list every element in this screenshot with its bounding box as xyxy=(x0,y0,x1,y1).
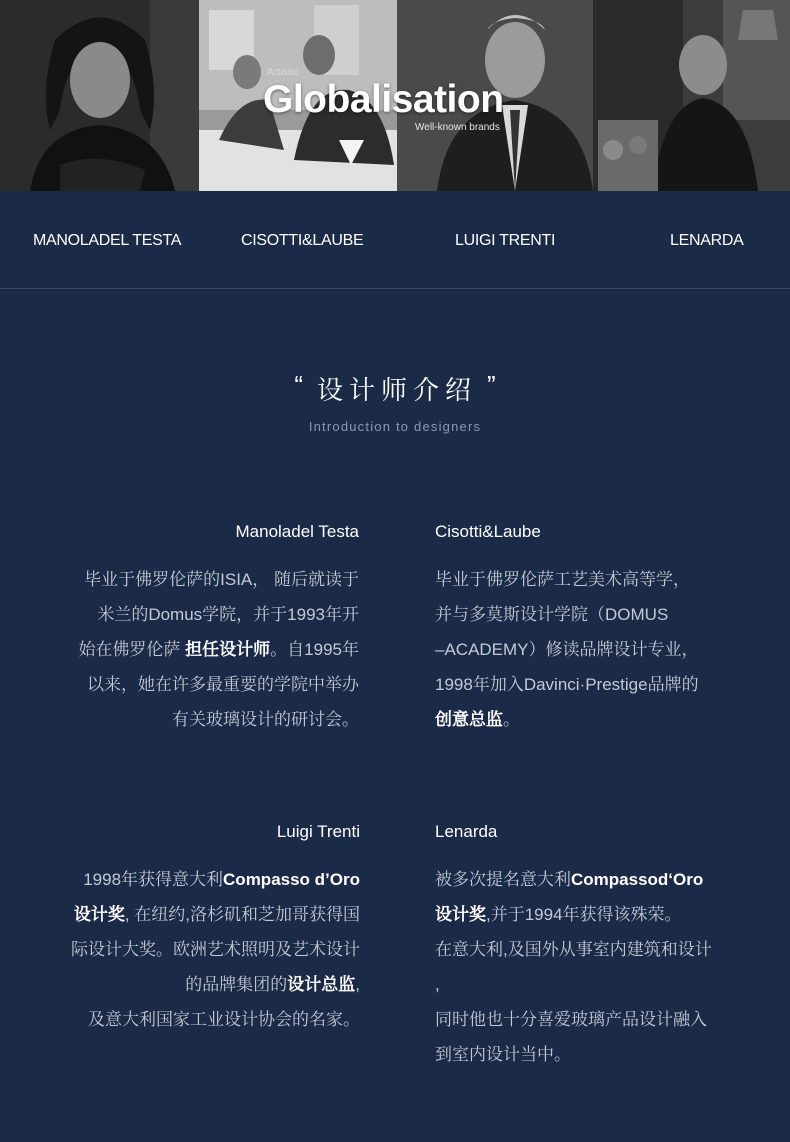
designer-block-cisotti-laube xyxy=(435,522,699,737)
bio-highlight: 担任设计师 xyxy=(185,640,271,659)
quote-open: “ xyxy=(294,370,303,400)
designer-name-testa: MANOLADEL TESTA xyxy=(33,232,182,249)
bio-line xyxy=(435,667,699,702)
designer-photo-lenarda xyxy=(593,0,790,191)
bio-line xyxy=(435,862,712,897)
designer-block-lenarda xyxy=(435,822,712,1072)
bio-text: 。自1995年 xyxy=(270,640,359,659)
designer-block-testa xyxy=(78,522,359,737)
bio-text: 的品牌集团的 xyxy=(185,975,288,994)
bio-line xyxy=(435,932,712,967)
designer-block-trenti xyxy=(71,822,360,1037)
designer-photo-testa xyxy=(0,0,199,191)
bio-line xyxy=(78,562,359,597)
bio-line xyxy=(78,702,359,737)
divider xyxy=(0,288,790,289)
bio-text: 。 xyxy=(503,710,520,729)
bio-text: 以来，她在许多最重要的学院中举办 xyxy=(87,675,359,694)
bio-text: 始在佛罗伦萨 xyxy=(78,640,186,659)
bio-text: , xyxy=(435,975,440,994)
bio-line xyxy=(435,967,712,1002)
bio-line xyxy=(435,562,699,597)
designer-name-bar xyxy=(0,191,790,288)
designer-name-trenti: LUIGI TRENTI xyxy=(455,232,556,249)
designer-block-name: Lenarda xyxy=(435,822,498,841)
bio-line xyxy=(435,1002,712,1037)
bio-line xyxy=(71,897,360,932)
bio-text: 同时他也十分喜爱玻璃产品设计融入 xyxy=(435,1010,707,1029)
designer-name-lenarda: LENARDA xyxy=(670,232,744,249)
bio-line xyxy=(71,967,360,1002)
quote-close: ” xyxy=(487,370,496,400)
designer-block-name: Manoladel Testa xyxy=(235,522,359,541)
section-subtitle: Introduction to designers xyxy=(308,419,482,434)
bio-text: 被多次提名意大利 xyxy=(435,870,571,889)
bio-text: 毕业于佛罗伦萨工艺美术高等学， xyxy=(435,570,690,589)
bio-text: –ACADEMY）修读品牌设计专业， xyxy=(435,640,699,659)
bio-line xyxy=(435,632,699,667)
bio-text: 毕业于佛罗伦萨的ISIA， 随后就读于 xyxy=(84,570,359,589)
bio-text: 在意大利,及国外从事室内建筑和设计 xyxy=(435,940,712,959)
designer-bio xyxy=(78,562,359,737)
banner-subtitle: Well-known brands xyxy=(415,122,500,133)
section-title: 设计师介绍 xyxy=(316,375,477,405)
bio-text: 米兰的Domus学院，并于1993年开 xyxy=(97,605,359,624)
bio-line xyxy=(435,597,699,632)
bio-highlight: Compassod‘Oro xyxy=(571,870,704,889)
bio-line xyxy=(71,862,360,897)
bio-text: 1998年加入Davinci·Prestige品牌的 xyxy=(435,675,699,694)
bio-line xyxy=(435,1037,712,1072)
bio-text: , 在纽约,洛杉矶和芝加哥获得国 xyxy=(124,905,360,924)
bio-line xyxy=(71,932,360,967)
bio-highlight: 创意总监 xyxy=(435,710,503,729)
designer-name-cisotti-laube: CISOTTI&LAUBE xyxy=(241,232,364,249)
section-heading xyxy=(0,370,790,434)
banner-small-label: Artistic xyxy=(267,67,299,78)
designer-bio xyxy=(435,862,712,1072)
bio-highlight: 设计奖 xyxy=(73,905,125,924)
banner-title-group xyxy=(263,64,543,144)
bio-text: 有关玻璃设计的研讨会。 xyxy=(172,710,359,729)
designer-bio xyxy=(71,862,360,1037)
bio-line xyxy=(78,597,359,632)
bio-text: 并与多莫斯设计学院（DOMUS xyxy=(435,605,669,624)
bio-text: 到室内设计当中。 xyxy=(435,1045,571,1064)
bio-text: , xyxy=(355,975,360,994)
bio-text: 及意大利国家工业设计协会的名家。 xyxy=(88,1010,360,1029)
hero-banner xyxy=(0,0,790,191)
bio-highlight: Compasso d’Oro xyxy=(223,870,360,889)
bio-line xyxy=(435,897,712,932)
bio-text: ,并于1994年获得该殊荣。 xyxy=(486,905,682,924)
bio-line xyxy=(78,667,359,702)
bio-line xyxy=(435,702,699,737)
bio-line xyxy=(71,1002,360,1037)
bio-line xyxy=(78,632,359,667)
designer-block-name: Cisotti&Laube xyxy=(435,522,541,541)
designer-block-name: Luigi Trenti xyxy=(276,822,360,841)
bio-text: 际设计大奖。欧洲艺术照明及艺术设计 xyxy=(71,940,360,959)
bio-text: 1998年获得意大利 xyxy=(83,870,224,889)
bio-highlight: 设计总监 xyxy=(287,975,356,994)
designer-bio xyxy=(435,562,699,737)
bio-highlight: 设计奖 xyxy=(435,905,486,924)
banner-title: Globalisation xyxy=(263,78,504,121)
